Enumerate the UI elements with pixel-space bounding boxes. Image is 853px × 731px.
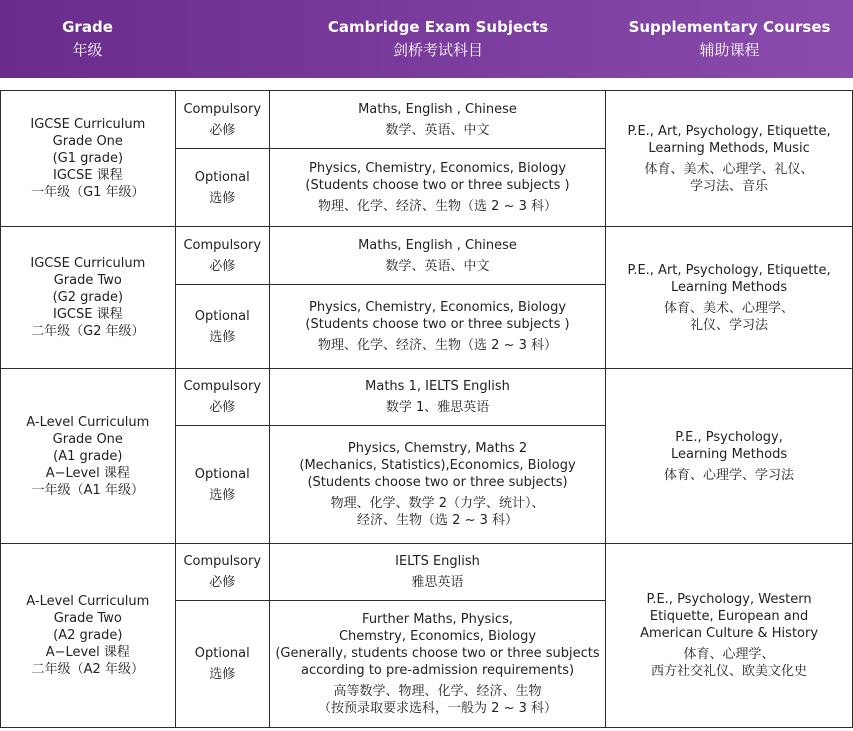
subject-line: Physics, Chemstry, Maths 2 [347,441,528,456]
compulsory-label-zh: 必修 [209,258,236,274]
table-header [0,0,853,78]
curriculum-table [0,90,853,728]
supp-line: 体育、心理学、 [683,647,775,662]
header-exam-en: Cambridge Exam Subjects [327,18,549,36]
compulsory-label-en: Compulsory [183,101,262,117]
table-row [1,91,853,149]
supp-line: 礼仪、学习法 [690,317,769,333]
compulsory-label-en: Compulsory [183,237,262,253]
header-grade [0,0,175,78]
supp-line: American Culture & History [640,626,819,641]
subject-line: 经济、生物（选 2 ~ 3 科） [357,513,518,528]
supp-line: 西方社交礼仪、欧美文化史 [651,664,808,679]
supp-line: 体育、心理学、学习法 [664,467,795,483]
optional-subjects [269,601,605,728]
optional-label-en: Optional [194,308,250,324]
subject-line: 数学 1、雅思英语 [385,400,490,415]
subject-line: 数学、英语、中文 [385,122,490,138]
subject-line: Physics, Chemistry, Economics, Biology [308,161,567,176]
grade-line: (G2 grade) [52,290,124,305]
grade-line: Grade One [52,134,123,149]
subject-line: 物理、化学、经济、生物（选 2 ~ 3 科） [318,338,557,353]
supplementary-cell-g1 [606,91,853,227]
subject-line: 数学、英语、中文 [385,258,490,274]
grade-line: A−Level 课程 [45,465,130,481]
supp-line: P.E., Psychology, [675,429,783,445]
optional-label [175,149,269,227]
grade-line: IGCSE Curriculum [30,117,146,132]
supplementary-cell-g2 [606,227,853,369]
header-grade-en: Grade [62,18,113,36]
subject-line: according to pre-admission requirements) [301,663,575,678]
header-exam-zh: 剑桥考试科目 [392,41,483,59]
subject-line: （按预录取要求选科，一般为 2 ~ 3 科） [318,701,557,716]
table-row [1,227,853,285]
subject-line: Chemstry, Economics, Biology [338,629,537,644]
grade-cell-g1 [1,91,176,227]
grade-line: A−Level 课程 [45,645,130,660]
compulsory-subjects [269,369,605,426]
header-supp-en: Supplementary Courses [628,18,831,36]
optional-label-en: Optional [194,646,250,661]
compulsory-label-en: Compulsory [183,554,262,569]
subject-line: 高等数学、物理、化学、经济、生物 [333,684,542,699]
subject-line: (Generally, students choose two or three subjects [275,646,600,661]
supplementary-cell-a1 [606,369,853,544]
optional-label [175,426,269,544]
supp-line: 体育、美术、心理学、 [664,300,795,316]
compulsory-label [175,91,269,149]
optional-label [175,601,269,728]
optional-label-en: Optional [194,466,250,482]
optional-label-zh: 选修 [209,667,236,682]
grade-line: 一年级（A1 年级） [31,482,144,498]
supp-line: Learning Methods [671,446,788,462]
header-supp-zh: 辅助课程 [699,41,760,59]
compulsory-label [175,227,269,285]
grade-line: Grade One [52,431,123,447]
subject-line: Maths, English , Chinese [358,237,517,253]
compulsory-label [175,369,269,426]
optional-subjects [269,426,605,544]
grade-line: 二年级（A2 年级） [31,662,144,677]
supp-line: 体育、美术、心理学、礼仪、 [644,161,814,177]
compulsory-subjects [269,91,605,149]
grade-line: Grade Two [53,611,122,626]
header-supplementary [606,0,853,78]
subject-line: (Mechanics, Statistics),Economics, Biology [299,458,576,473]
supp-line: Learning Methods, Music [648,140,810,156]
grade-line: (G1 grade) [52,151,124,166]
supp-line: Learning Methods [671,279,788,295]
supp-line: Etiquette, European and [649,609,809,624]
supp-line: P.E., Psychology, Western [646,592,812,607]
grade-line: 二年级（G2 年级） [31,324,145,339]
subject-line: (Students choose two or three subjects ) [305,178,570,193]
subject-line: Physics, Chemistry, Economics, Biology [308,300,567,315]
grade-line: IGCSE 课程 [53,168,123,183]
grade-line: IGCSE 课程 [53,307,123,322]
subject-line: Maths 1, IELTS English [365,379,510,394]
grade-line: IGCSE Curriculum [30,256,146,271]
supp-line: 学习法、音乐 [690,178,769,194]
subject-line: Further Maths, Physics, [362,612,513,627]
grade-line: (A2 grade) [53,628,123,643]
grade-cell-g2 [1,227,176,369]
subject-line: (Students choose two or three subjects) [307,475,568,490]
subject-line: 物理、化学、数学 2（力学、统计）、 [330,496,545,511]
optional-label-zh: 选修 [209,190,236,206]
compulsory-label [175,544,269,601]
supp-line: P.E., Art, Psychology, Etiquette, [627,262,831,278]
compulsory-label-zh: 必修 [209,400,236,415]
subject-line: IELTS English [395,554,480,569]
grade-cell-a1 [1,369,176,544]
table-row [1,544,853,601]
supp-line: P.E., Art, Psychology, Etiquette, [627,123,831,139]
grade-line: A-Level Curriculum [26,414,150,430]
compulsory-label-zh: 必修 [209,575,236,590]
compulsory-label-zh: 必修 [209,122,236,138]
subject-line: 物理、化学、经济、生物（选 2 ~ 3 科） [318,199,557,214]
compulsory-subjects [269,227,605,285]
grade-line: (A1 grade) [53,448,123,464]
optional-subjects [269,149,605,227]
optional-label-zh: 选修 [209,487,236,503]
subject-line: 雅思英语 [411,575,464,590]
subject-line: (Students choose two or three subjects ) [305,317,570,332]
header-exam-subjects [270,0,606,78]
grade-line: A-Level Curriculum [26,594,150,609]
supplementary-cell-a2 [606,544,853,728]
table-row [1,369,853,426]
header-grade-zh: 年级 [72,41,103,59]
optional-label [175,285,269,369]
subject-line: Maths, English , Chinese [358,101,517,117]
grade-cell-a2 [1,544,176,728]
grade-line: Grade Two [53,273,122,288]
compulsory-label-en: Compulsory [183,379,262,394]
optional-subjects [269,285,605,369]
compulsory-subjects [269,544,605,601]
optional-label-en: Optional [194,169,250,185]
grade-line: 一年级（G1 年级） [31,185,145,200]
optional-label-zh: 选修 [209,329,236,345]
